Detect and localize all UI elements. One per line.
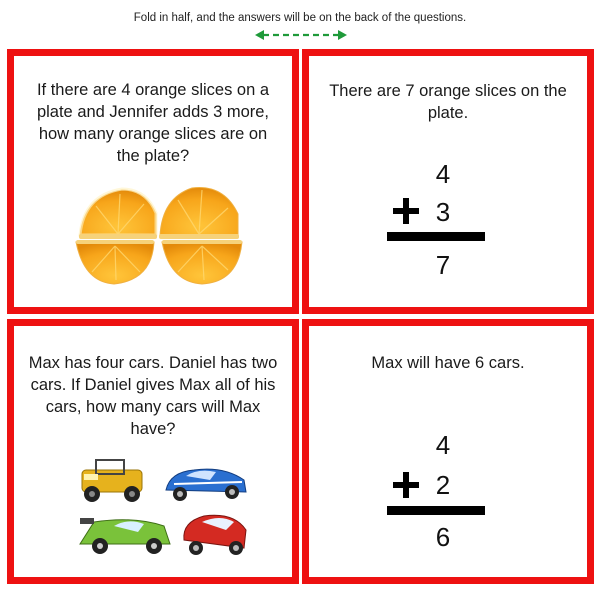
plus-icon — [393, 198, 419, 224]
top-number: 4 — [435, 430, 451, 460]
plus-icon — [393, 472, 419, 498]
top-number: 4 — [435, 159, 451, 189]
answer-card-cars — [302, 319, 594, 584]
sum-line — [387, 232, 485, 241]
addend-number: 3 — [435, 197, 451, 227]
answer-card-oranges — [302, 49, 594, 314]
question-text: If there are 4 orange slices on a plate and Jennifer adds 3 more, how many orange slices are on the plate? — [36, 81, 270, 165]
sum-number: 7 — [435, 250, 451, 280]
orange-slices-image — [74, 184, 244, 289]
addend-number: 2 — [435, 470, 451, 500]
question-text: Max has four cars. Daniel has two cars. If Daniel gives Max all of his cars, how many cars will Max have? — [28, 354, 278, 438]
toy-cars-image — [74, 456, 254, 566]
answer-text: Max will have 6 cars. — [371, 354, 525, 372]
question-card-oranges — [7, 49, 299, 314]
fold-instruction: Fold in half, and the answers will be on the back of the questions. — [133, 12, 467, 24]
sum-line — [387, 506, 485, 515]
question-card-cars — [7, 319, 299, 584]
answer-text: There are 7 orange slices on the plate. — [329, 82, 567, 122]
double-arrow-icon — [255, 28, 347, 42]
sum-number: 6 — [435, 522, 451, 552]
